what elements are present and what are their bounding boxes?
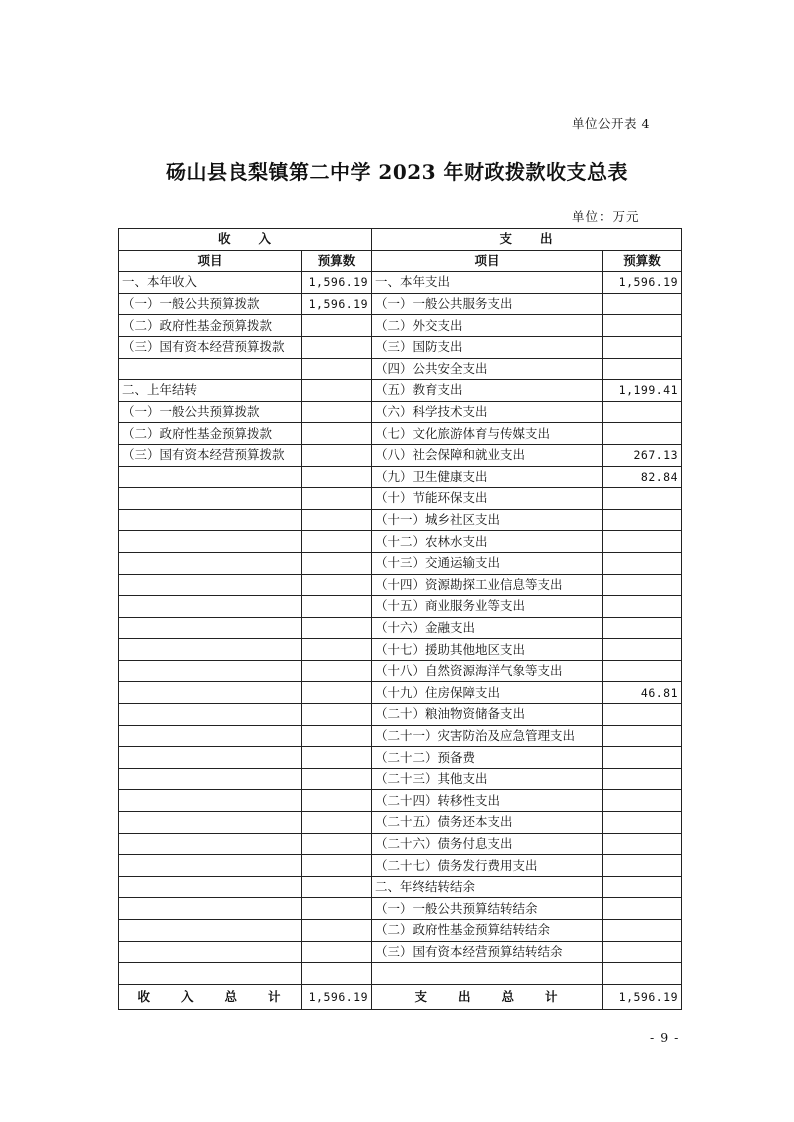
income-item-cell: 一、本年收入 [119,272,302,294]
income-item-cell [119,790,302,812]
income-item-cell: （三）国有资本经营预算拨款 [119,336,302,358]
expenditure-value-cell [603,855,682,877]
income-value-cell [302,639,372,661]
table-row [119,596,682,618]
income-value-cell [302,941,372,963]
expenditure-item-cell: （二十一）灾害防治及应急管理支出 [372,725,603,747]
expenditure-item-cell: （十六）金融支出 [372,617,603,639]
income-value-cell [302,552,372,574]
income-budget-header: 预算数 [302,250,372,272]
income-item-cell [119,812,302,834]
income-value-cell [302,747,372,769]
income-value-cell [302,488,372,510]
income-item-cell [119,963,302,985]
income-value-cell [302,704,372,726]
expenditure-value-cell [603,768,682,790]
expenditure-item-cell: （二十二）预备费 [372,747,603,769]
income-total-label: 收 入 总 计 [119,984,302,1009]
expenditure-value-cell [603,488,682,510]
expenditure-item-cell: 一、本年支出 [372,272,603,294]
income-value-cell [302,315,372,337]
table-row [119,315,682,337]
expenditure-item-cell: （五）教育支出 [372,380,603,402]
income-item-cell [119,531,302,553]
income-item-cell [119,552,302,574]
income-item-cell [119,509,302,531]
expenditure-value-cell [603,833,682,855]
table-row [119,876,682,898]
expenditure-item-cell: （二）政府性基金预算结转结余 [372,920,603,942]
expenditure-value-cell [603,898,682,920]
expenditure-value-cell [603,315,682,337]
income-item-cell: （三）国有资本经营预算拨款 [119,444,302,466]
table-row [119,444,682,466]
income-value-cell [302,509,372,531]
expenditure-item-cell: （二）外交支出 [372,315,603,337]
table-row [119,833,682,855]
table-row [119,660,682,682]
expenditure-value-cell [603,704,682,726]
expenditure-item-cell: （十）节能环保支出 [372,488,603,510]
income-value-cell [302,423,372,445]
expenditure-value-cell: 1,199.41 [603,380,682,402]
expenditure-value-cell [603,401,682,423]
table-row [119,920,682,942]
section-header-row [119,229,682,251]
total-row [119,984,682,1009]
table-row [119,747,682,769]
income-section-header: 收 入 [119,229,372,251]
column-header-row [119,250,682,272]
income-item-cell: 二、上年结转 [119,380,302,402]
expenditure-value-cell [603,876,682,898]
expenditure-value-cell [603,660,682,682]
expenditure-item-cell: （十二）农林水支出 [372,531,603,553]
income-item-cell: （一）一般公共预算拨款 [119,293,302,315]
expenditure-item-cell: （七）文化旅游体育与传媒支出 [372,423,603,445]
expenditure-section-header: 支 出 [372,229,682,251]
expenditure-value-cell [603,552,682,574]
expenditure-value-cell [603,293,682,315]
table-row [119,466,682,488]
table-row [119,531,682,553]
table-row [119,509,682,531]
table-row [119,704,682,726]
table-body [119,272,682,985]
expenditure-item-cell: （二十五）债务还本支出 [372,812,603,834]
expenditure-value-cell [603,920,682,942]
table-row [119,639,682,661]
revenue-expenditure-table [118,228,682,1010]
expenditure-item-cell: （六）科学技术支出 [372,401,603,423]
expenditure-item-cell: （十四）资源勘探工业信息等支出 [372,574,603,596]
expenditure-item-cell: （二十）粮油物资储备支出 [372,704,603,726]
table-row [119,336,682,358]
expenditure-value-cell [603,725,682,747]
income-item-cell [119,898,302,920]
income-value-cell [302,617,372,639]
income-item-cell [119,617,302,639]
income-item-cell [119,639,302,661]
income-value-cell [302,660,372,682]
income-item-cell [119,941,302,963]
page-title: 砀山县良梨镇第二中学 2023 年财政拨款收支总表 [165,160,629,184]
income-item-cell [119,920,302,942]
income-value-cell [302,725,372,747]
table-row [119,380,682,402]
expenditure-value-cell [603,963,682,985]
expenditure-item-cell: （十三）交通运输支出 [372,552,603,574]
expenditure-item-cell: （二十六）债务付息支出 [372,833,603,855]
expenditure-value-cell [603,574,682,596]
table-row [119,682,682,704]
income-value-cell: 1,596.19 [302,272,372,294]
expenditure-item-cell: 二、年终结转结余 [372,876,603,898]
expenditure-item-cell: （十八）自然资源海洋气象等支出 [372,660,603,682]
table-row [119,812,682,834]
expenditure-item-cell: （十七）援助其他地区支出 [372,639,603,661]
income-value-cell [302,812,372,834]
income-item-cell [119,725,302,747]
expenditure-value-cell [603,812,682,834]
table-row [119,790,682,812]
income-value-cell [302,920,372,942]
expenditure-item-header: 项目 [372,250,603,272]
income-item-cell: （二）政府性基金预算拨款 [119,315,302,337]
expenditure-item-cell: （一）一般公共预算结转结余 [372,898,603,920]
expenditure-value-cell [603,747,682,769]
income-value-cell [302,768,372,790]
expenditure-item-cell: （二十三）其他支出 [372,768,603,790]
income-value-cell [302,682,372,704]
expenditure-value-cell [603,941,682,963]
table-row [119,423,682,445]
expenditure-value-cell [603,639,682,661]
income-item-cell [119,660,302,682]
expenditure-item-cell: （十九）住房保障支出 [372,682,603,704]
income-item-cell [119,466,302,488]
expenditure-item-cell [372,963,603,985]
income-value-cell [302,401,372,423]
income-item-cell [119,833,302,855]
table-row [119,272,682,294]
income-value-cell [302,358,372,380]
income-item-cell [119,855,302,877]
expenditure-item-cell: （二十四）转移性支出 [372,790,603,812]
income-item-cell [119,682,302,704]
income-value-cell [302,833,372,855]
table-row [119,358,682,380]
income-item-cell [119,488,302,510]
income-item-header: 项目 [119,250,302,272]
expenditure-value-cell [603,617,682,639]
expenditure-item-cell: （一）一般公共服务支出 [372,293,603,315]
table-row [119,401,682,423]
income-value-cell [302,574,372,596]
expenditure-item-cell: （九）卫生健康支出 [372,466,603,488]
expenditure-item-cell: （四）公共安全支出 [372,358,603,380]
income-value-cell [302,380,372,402]
income-item-cell [119,704,302,726]
table-row [119,725,682,747]
expenditure-item-cell: （二十七）债务发行费用支出 [372,855,603,877]
expenditure-value-cell [603,509,682,531]
page-number: - 9 - [650,1030,680,1045]
expenditure-value-cell: 46.81 [603,682,682,704]
expenditure-value-cell [603,423,682,445]
income-value-cell [302,336,372,358]
expenditure-item-cell: （三）国有资本经营预算结转结余 [372,941,603,963]
expenditure-item-cell: （十一）城乡社区支出 [372,509,603,531]
income-item-cell [119,596,302,618]
income-item-cell [119,876,302,898]
income-item-cell: （二）政府性基金预算拨款 [119,423,302,445]
unit-label: 单位：万元 [572,209,640,224]
income-value-cell [302,876,372,898]
expenditure-total-label: 支 出 总 计 [372,984,603,1009]
expenditure-budget-header: 预算数 [603,250,682,272]
table-row [119,963,682,985]
expenditure-value-cell [603,336,682,358]
income-value-cell [302,898,372,920]
table-row [119,293,682,315]
expenditure-value-cell: 82.84 [603,466,682,488]
income-item-cell [119,358,302,380]
table-row [119,898,682,920]
income-item-cell [119,747,302,769]
income-value-cell [302,596,372,618]
income-value-cell [302,531,372,553]
table-row [119,488,682,510]
table-row [119,768,682,790]
form-number: 单位公开表 4 [572,116,650,131]
table-row [119,617,682,639]
income-value-cell [302,855,372,877]
income-value-cell [302,444,372,466]
income-item-cell [119,574,302,596]
expenditure-total-value: 1,596.19 [603,984,682,1009]
expenditure-value-cell: 267.13 [603,444,682,466]
income-item-cell [119,768,302,790]
table-row [119,941,682,963]
income-item-cell: （一）一般公共预算拨款 [119,401,302,423]
income-value-cell [302,963,372,985]
expenditure-value-cell [603,531,682,553]
income-total-value: 1,596.19 [302,984,372,1009]
income-value-cell: 1,596.19 [302,293,372,315]
income-value-cell [302,466,372,488]
table-row [119,855,682,877]
expenditure-item-cell: （三）国防支出 [372,336,603,358]
expenditure-item-cell: （八）社会保障和就业支出 [372,444,603,466]
expenditure-value-cell [603,790,682,812]
expenditure-item-cell: （十五）商业服务业等支出 [372,596,603,618]
table-row [119,574,682,596]
expenditure-value-cell [603,358,682,380]
income-value-cell [302,790,372,812]
table-row [119,552,682,574]
expenditure-value-cell [603,596,682,618]
expenditure-value-cell: 1,596.19 [603,272,682,294]
